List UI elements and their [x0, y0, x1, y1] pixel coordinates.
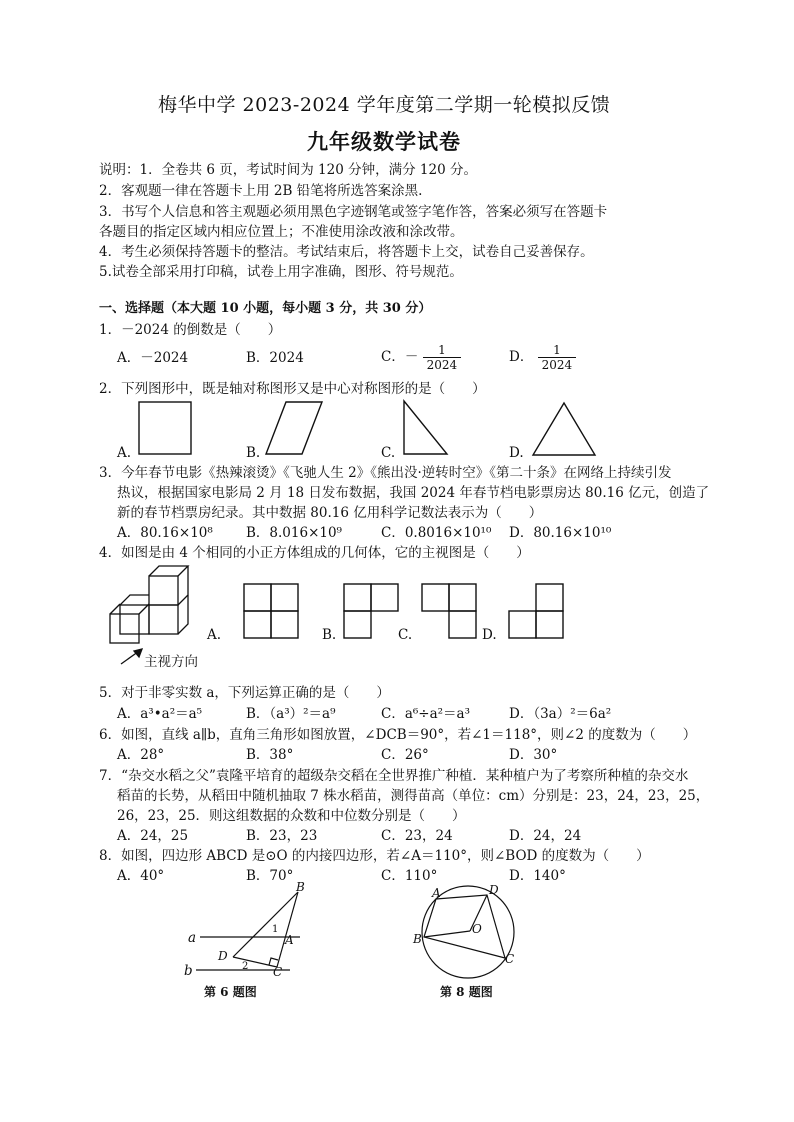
q4-option-a: A. [207, 627, 222, 643]
q3-option-b: B．8.016×10⁹ [246, 525, 342, 541]
instruction-3: 3．书写个人信息和答主观题必须用黑色字迹钢笔或签字笔作答，答案必须写在答题卡 [99, 204, 608, 220]
q1-option-b: B．2024 [246, 350, 304, 366]
fig6-label-A: A [285, 933, 294, 947]
q6-stem: 6．如图，直线 a∥b，直角三角形如图放置，∠DCB＝90°，若∠1＝118°，则∠2 的度数为（ ） [99, 727, 697, 743]
q2-option-c: C. [381, 445, 396, 461]
q3-line-1: 3．今年春节电影《热辣滚烫》《飞驰人生 2》《熊出没·逆转时空》《第二十条》在网络上持续引发 [99, 465, 672, 481]
fig6-label-b: b [184, 963, 193, 979]
q5-option-b: B．（a³）²＝a⁹ [246, 706, 336, 722]
instruction-2: 2．客观题一律在答题卡上用 2B 铅笔将所选答案涂黑. [99, 183, 423, 199]
fig6-caption: 第 6 题图 [204, 985, 257, 999]
q7-option-d: D．24，24 [509, 828, 582, 844]
fig6-label-C: C [273, 965, 283, 979]
exam-title: 梅华中学 2023-2024 学年度第二学期一轮模拟反馈 [158, 94, 611, 116]
q8-option-c: C．110° [381, 868, 438, 884]
q3-line-3: 新的春节档票房纪录。其中数据 80.16 亿用科学记数法表示为（ ） [117, 505, 543, 521]
main-view-direction-label: 主视方向 [144, 654, 198, 670]
q6-option-c: C．26° [381, 747, 429, 763]
q4-stem: 4．如图是由 4 个相同的小正方体组成的几何体，它的主视图是（ ） [99, 545, 530, 561]
q2-option-d: D. [509, 445, 524, 461]
instruction-3-cont: 各题目的指定区域内相应位置上；不准使用涂改液和涂改带。 [99, 224, 464, 240]
q2-option-a: A. [117, 445, 132, 461]
fraction-numerator: 1 [438, 343, 446, 357]
q3-option-d: D．80.16×10¹⁰ [509, 525, 612, 541]
q4-option-c: C. [398, 627, 413, 643]
q1-option-a: A．－2024 [117, 350, 189, 366]
q1-option-d-label: D． [509, 349, 534, 365]
exam-subtitle: 九年级数学试卷 [307, 129, 461, 154]
q5-stem: 5．对于非零实数 a，下列运算正确的是（ ） [99, 685, 390, 701]
q8-option-b: B．70° [246, 868, 294, 884]
q3-option-c: C．0.8016×10¹⁰ [381, 525, 492, 541]
q3-option-a: A．80.16×10⁸ [117, 525, 213, 541]
fig6-angle-2: 2 [242, 961, 249, 972]
instruction-4: 4．考生必须保持答题卡的整洁。考试结束后，将答题卡上交，试卷自己妥善保存。 [99, 244, 594, 260]
q1-stem: 1．－2024 的倒数是（ ） [99, 322, 282, 338]
quadrilateral-ABCD [424, 895, 505, 958]
q8-stem: 8．如图，四边形 ABCD 是⊙O 的内接四边形，若∠A＝110°，则∠BOD 的度数为（ ） [99, 848, 650, 864]
fig8-label-B: B [413, 932, 422, 946]
q6-option-a: A．28° [117, 747, 165, 763]
q2-stem: 2．下列图形中，既是轴对称图形又是中心对称图形的是（ ） [99, 381, 486, 397]
fig6-label-B: B [296, 880, 305, 894]
q5-option-c: C．a⁶÷a²＝a³ [381, 706, 471, 722]
section-heading: 一、选择题（本大题 10 小题，每小题 3 分，共 30 分） [99, 301, 432, 316]
fig8-label-A: A [432, 886, 441, 900]
q7-option-b: B．23，23 [246, 828, 318, 844]
instruction-5: 5.试卷全部采用打印稿，试卷上用字准确，图形、符号规范。 [99, 264, 463, 280]
fraction-numerator: 1 [553, 343, 561, 357]
q5-option-a: A．a³•a²＝a⁵ [117, 706, 203, 722]
q5-option-d: D．（3a）²＝6a² [509, 706, 612, 722]
q1-option-c-label: C．－ [381, 349, 419, 365]
fig8-caption: 第 8 题图 [440, 985, 493, 999]
fig6-angle-1: 1 [272, 924, 279, 935]
fig8-label-C: C [505, 952, 515, 966]
segment-BO [424, 931, 470, 937]
q7-line-2: 稻苗的长势，从稻田中随机抽取 7 株水稻苗，测得苗高（单位：cm）分别是：23，24，23，25， [117, 788, 710, 804]
q7-option-a: A．24，25 [117, 828, 189, 844]
fig6-label-D: D [218, 949, 228, 963]
q7-line-1: 7．“杂交水稻之父”袁隆平培育的超级杂交稻在全世界推广种植．某种植户为了考察所种植的杂交水 [99, 768, 689, 784]
q4-option-b: B. [322, 627, 337, 643]
q7-option-c: C．23，24 [381, 828, 453, 844]
q8-option-d: D．140° [509, 868, 566, 884]
fraction-denominator: 2024 [423, 357, 462, 372]
q2-option-b: B. [246, 445, 261, 461]
fig8-label-O: O [472, 922, 482, 936]
instruction-1: 说明：1．全卷共 6 页，考试时间为 120 分钟，满分 120 分。 [99, 162, 477, 178]
q8-option-a: A．40° [117, 868, 165, 884]
q4-option-d: D. [482, 627, 497, 643]
fig8-label-D: D [489, 883, 499, 897]
fraction-denominator: 2024 [538, 357, 577, 372]
q6-option-d: D．30° [509, 747, 558, 763]
q7-line-3: 26，23，25．则这组数据的众数和中位数分别是（ ） [117, 808, 466, 824]
q6-option-b: B．38° [246, 747, 294, 763]
q3-line-2: 热议，根据国家电影局 2 月 18 日发布数据，我国 2024 年春节档电影票房达 80.16 亿元，创造了 [117, 485, 710, 501]
fig6-label-a: a [188, 930, 197, 946]
